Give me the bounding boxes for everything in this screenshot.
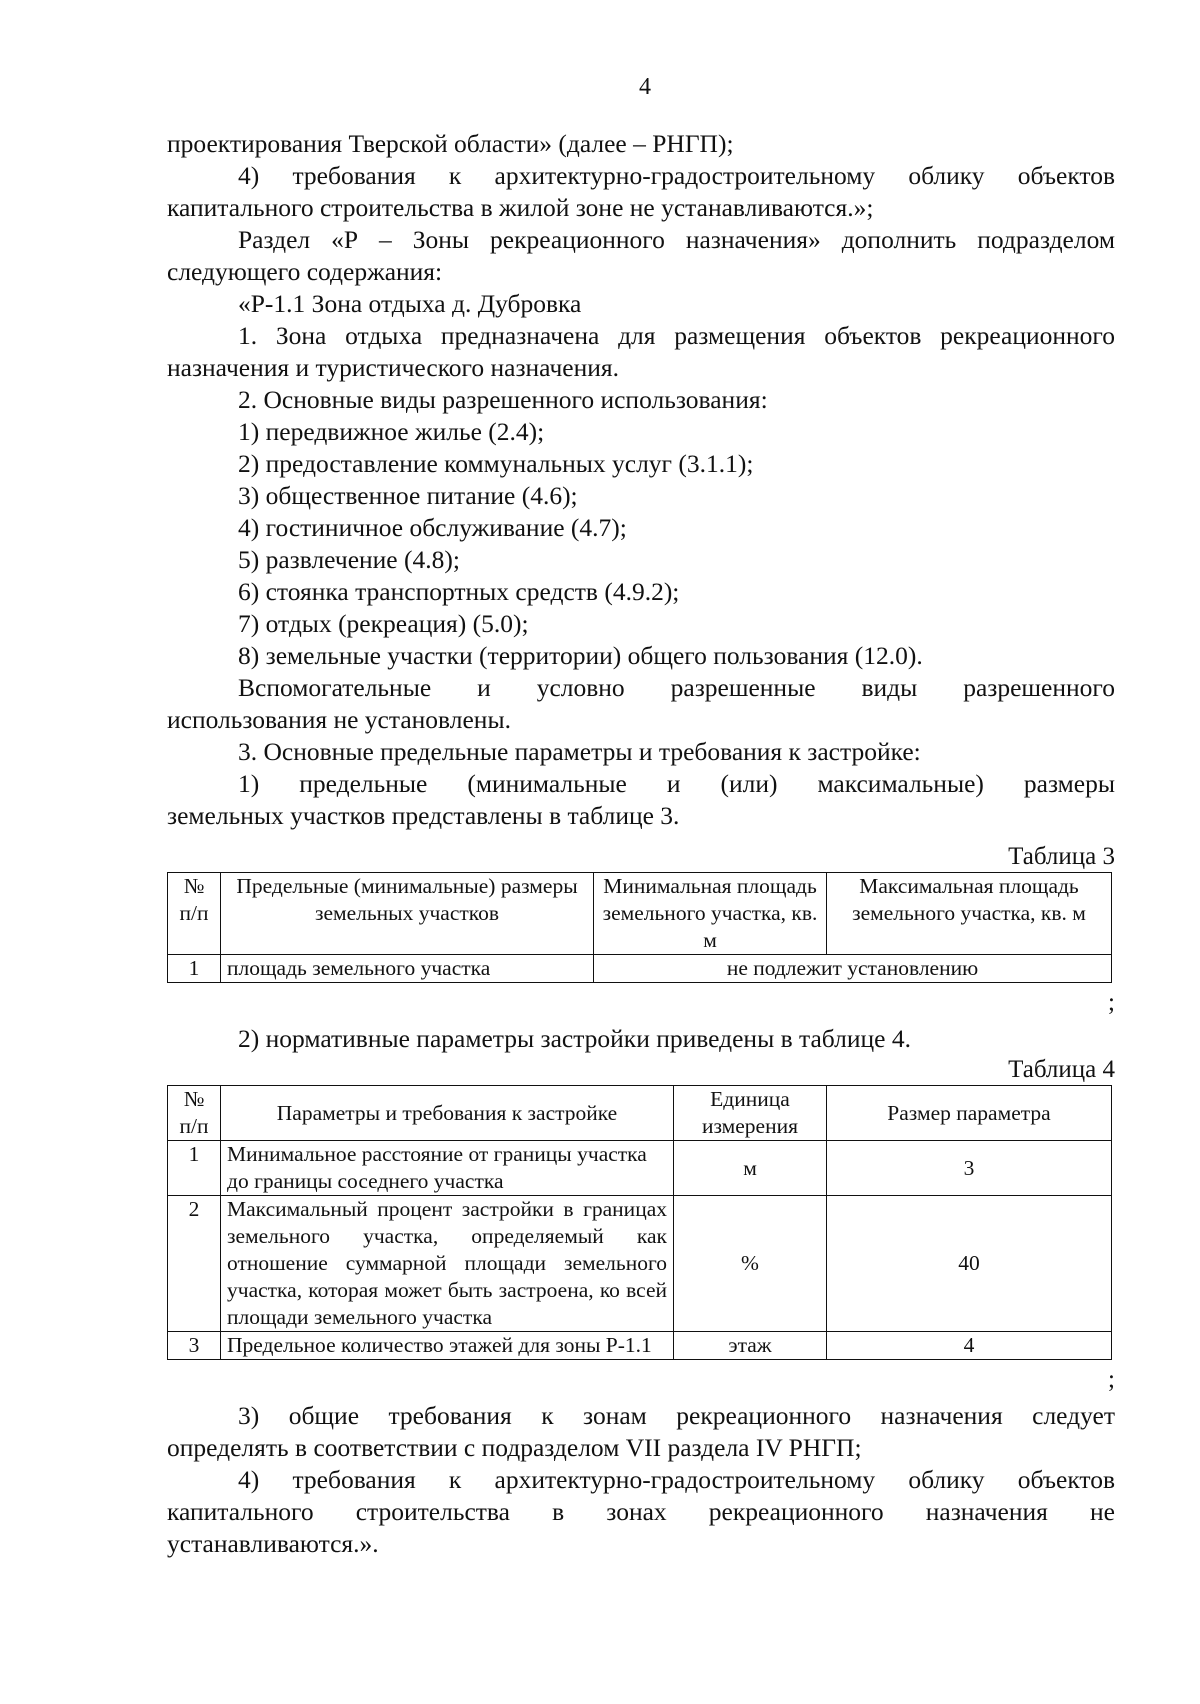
paragraph-line: определять в соответствии с подразделом VII раздела IV РНГП; [167, 1433, 862, 1462]
row-num: 1 [168, 955, 221, 983]
paragraph-line: «Р-1.1 Зона отдыха д. Дубровка [238, 289, 582, 318]
row-name: Предельное количество этажей для зоны Р-1.1 [221, 1332, 674, 1360]
paragraph-line: использования не установлены. [167, 705, 511, 734]
table-row [168, 1196, 1112, 1332]
paragraph: 2) нормативные параметры застройки приведены в таблице 4. [238, 1024, 911, 1053]
header-name: Предельные (минимальные) размеры земельных участков [221, 873, 594, 955]
paragraph-line: 1) предельные (минимальные и (или) максимальные) размеры [238, 769, 1115, 798]
header-param: Параметры и требования к застройке [221, 1086, 674, 1141]
paragraph-line: устанавливаются.». [167, 1529, 379, 1558]
table-header-row [168, 873, 1112, 955]
paragraph-line: 1) передвижное жилье (2.4); [238, 417, 545, 446]
row-name: Минимальное расстояние от границы участка до границы соседнего участка [221, 1141, 674, 1196]
paragraph-line: Вспомогательные и условно разрешенные виды разрешенного [238, 673, 1115, 702]
paragraph-line: 2) предоставление коммунальных услуг (3.1.1); [238, 449, 754, 478]
header-min-area: Минимальная площадь земельного участка, кв. м [594, 873, 827, 955]
page-number: 4 [639, 74, 651, 100]
table3-caption: Таблица 3 [1008, 843, 1115, 870]
paragraph-line: назначения и туристического назначения. [167, 353, 620, 382]
semicolon: ; [1108, 1366, 1115, 1393]
row-num: 3 [168, 1332, 221, 1360]
header-unit: Единица измерения [674, 1086, 827, 1141]
header-num: № п/п [168, 873, 221, 955]
paragraphs-section-a [167, 128, 1115, 832]
table-4 [167, 1085, 1112, 1360]
paragraph-line: проектирования Тверской области» (далее – РНГП); [167, 129, 734, 158]
paragraph-line: 4) требования к архитектурно-градостроительному облику объектов [238, 161, 1115, 190]
paragraph-line: 5) развлечение (4.8); [238, 545, 460, 574]
paragraph-line: земельных участков представлены в таблице 3. [167, 801, 680, 830]
row-value: 40 [827, 1196, 1112, 1332]
paragraph-line: капитального строительства в зонах рекреационного назначения не [167, 1497, 1115, 1526]
row-value: не подлежит установлению [594, 955, 1112, 983]
paragraph-line: следующего содержания: [167, 257, 443, 286]
row-unit: % [674, 1196, 827, 1332]
paragraph-line: 1. Зона отдыха предназначена для размещения объектов рекреационного [238, 321, 1115, 350]
table-header-row [168, 1086, 1112, 1141]
paragraph-line: Раздел «Р – Зоны рекреационного назначения» дополнить подразделом [238, 225, 1115, 254]
paragraph-line: 4) гостиничное обслуживание (4.7); [238, 513, 627, 542]
row-value: 3 [827, 1141, 1112, 1196]
paragraph-line: 8) земельные участки (территории) общего пользования (12.0). [238, 641, 923, 670]
paragraph-line: 2. Основные виды разрешенного использования: [238, 385, 768, 414]
paragraph-line: 7) отдых (рекреация) (5.0); [238, 609, 529, 638]
header-max-area: Максимальная площадь земельного участка, кв. м [827, 873, 1112, 955]
paragraph-line: 3) общие требования к зонам рекреационного назначения следует [238, 1401, 1115, 1430]
paragraphs-section-b [167, 1400, 1115, 1560]
row-unit: м [674, 1141, 827, 1196]
document-body [167, 128, 1115, 1560]
table-3 [167, 872, 1112, 983]
paragraph-line: капитального строительства в жилой зоне не устанавливаются.»; [167, 193, 874, 222]
semicolon: ; [1108, 989, 1115, 1016]
row-num: 2 [168, 1196, 221, 1332]
table4-caption: Таблица 4 [1008, 1056, 1115, 1083]
row-unit: этаж [674, 1332, 827, 1360]
table-row [168, 955, 1112, 983]
header-value: Размер параметра [827, 1086, 1112, 1141]
row-value: 4 [827, 1332, 1112, 1360]
paragraph-line: 3. Основные предельные параметры и требования к застройке: [238, 737, 921, 766]
row-name: Максимальный процент застройки в границах земельного участка, определяемый как отношение суммарной площади земельного участка, которая может быть застроена, ко всей площади земельного участка [221, 1196, 674, 1332]
row-num: 1 [168, 1141, 221, 1196]
table-row [168, 1332, 1112, 1360]
paragraph-line: 6) стоянка транспортных средств (4.9.2); [238, 577, 680, 606]
paragraph-line: 3) общественное питание (4.6); [238, 481, 578, 510]
row-name: площадь земельного участка [221, 955, 594, 983]
table-row [168, 1141, 1112, 1196]
header-num: № п/п [168, 1086, 221, 1141]
paragraph-line: 4) требования к архитектурно-градостроительному облику объектов [238, 1465, 1115, 1494]
